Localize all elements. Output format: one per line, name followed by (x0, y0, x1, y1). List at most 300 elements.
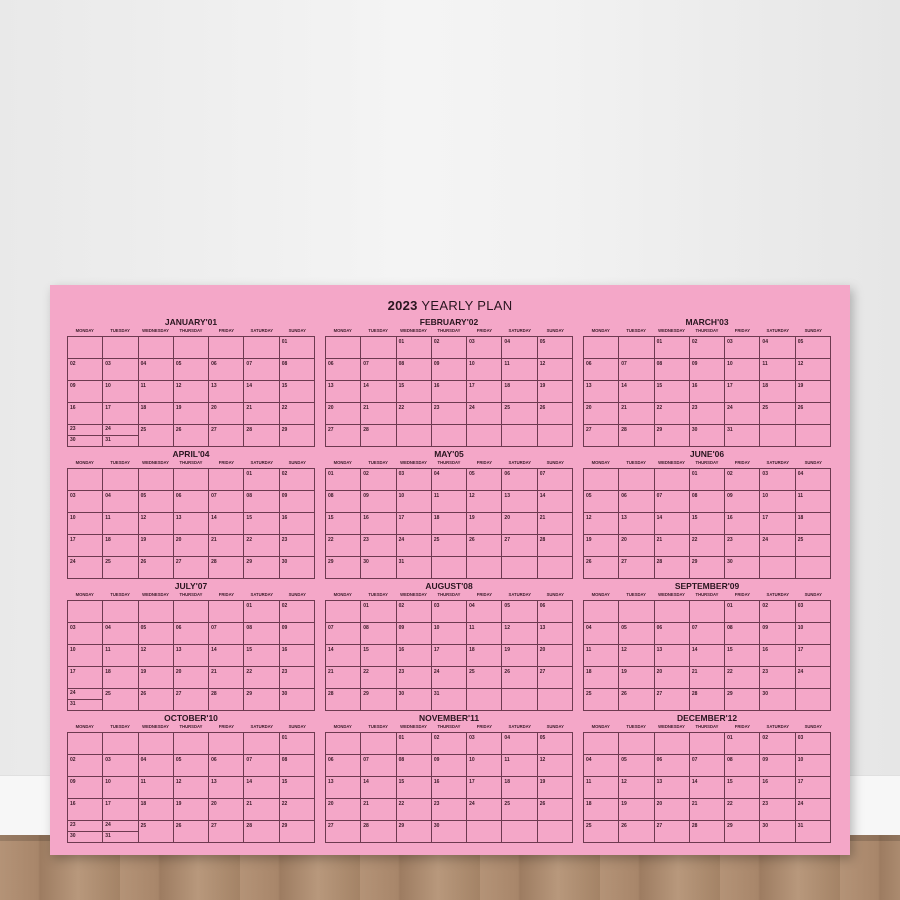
day-cell: 16 (280, 513, 315, 535)
day-cell: 07 (244, 359, 279, 381)
day-cell (209, 469, 244, 491)
day-cell: 16 (68, 403, 103, 425)
weekday-label: THURSDAY (437, 328, 461, 333)
day-cell: 22 (280, 799, 315, 821)
weekday-label: TUESDAY (368, 724, 388, 729)
day-cell (103, 733, 138, 755)
day-cell: 10 (103, 777, 138, 799)
day-number: 23 (70, 822, 76, 828)
day-cell: 19 (502, 645, 537, 667)
day-cell: 02 (280, 601, 315, 623)
day-cell (68, 425, 103, 447)
day-cell: 01 (280, 337, 315, 359)
day-cell: 14 (209, 645, 244, 667)
day-grid (583, 468, 831, 579)
month-calendar (583, 317, 831, 445)
weekday-label: SUNDAY (546, 328, 564, 333)
day-cell (244, 337, 279, 359)
day-cell: 24 (796, 799, 831, 821)
day-cell: 16 (361, 513, 396, 535)
weekday-label: FRIDAY (734, 328, 750, 333)
weekday-label: WEDNESDAY (400, 592, 427, 597)
weekday-label: FRIDAY (734, 460, 750, 465)
day-cell: 16 (432, 777, 467, 799)
day-cell: 26 (796, 403, 831, 425)
day-cell: 08 (280, 755, 315, 777)
weekday-label: SATURDAY (766, 460, 790, 465)
day-cell: 06 (655, 755, 690, 777)
weekday-label: WEDNESDAY (400, 460, 427, 465)
month-calendar (325, 317, 573, 445)
day-cell: 14 (244, 381, 279, 403)
day-number: 31 (103, 831, 137, 841)
day-cell: 09 (432, 755, 467, 777)
weekday-label: SATURDAY (250, 592, 274, 597)
month-calendar (67, 449, 315, 577)
weekday-label: WEDNESDAY (142, 592, 169, 597)
weekday-label: TUESDAY (110, 460, 130, 465)
day-cell (502, 557, 537, 579)
weekday-label: FRIDAY (476, 460, 492, 465)
day-cell (690, 601, 725, 623)
day-cell: 28 (209, 689, 244, 711)
month-name: MAY'05 (434, 449, 464, 459)
day-cell: 20 (619, 535, 654, 557)
day-cell (397, 425, 432, 447)
weekday-label: FRIDAY (476, 724, 492, 729)
day-cell: 08 (397, 755, 432, 777)
weekday-label: WEDNESDAY (142, 328, 169, 333)
weekday-label: THURSDAY (695, 328, 719, 333)
day-cell: 15 (690, 513, 725, 535)
day-cell: 04 (467, 601, 502, 623)
day-cell: 13 (326, 777, 361, 799)
day-cell: 22 (397, 403, 432, 425)
day-cell (584, 469, 619, 491)
day-cell: 21 (361, 403, 396, 425)
day-cell: 18 (760, 381, 795, 403)
weekday-header (583, 724, 831, 730)
day-cell (467, 689, 502, 711)
day-cell (103, 469, 138, 491)
day-cell: 30 (760, 821, 795, 843)
weekday-label: WEDNESDAY (400, 328, 427, 333)
day-cell: 29 (655, 425, 690, 447)
day-cell: 11 (139, 777, 174, 799)
day-cell: 06 (584, 359, 619, 381)
month-name: NOVEMBER'11 (418, 713, 480, 723)
weekday-label: FRIDAY (218, 724, 234, 729)
day-cell: 14 (655, 513, 690, 535)
day-cell (584, 733, 619, 755)
day-grid (583, 336, 831, 447)
day-cell: 11 (760, 359, 795, 381)
day-cell: 07 (209, 491, 244, 513)
day-cell: 17 (68, 535, 103, 557)
day-cell: 26 (467, 535, 502, 557)
day-cell: 10 (397, 491, 432, 513)
day-cell (174, 601, 209, 623)
day-cell: 29 (280, 425, 315, 447)
weekday-label: THURSDAY (179, 460, 203, 465)
day-cell: 13 (209, 777, 244, 799)
day-cell: 20 (209, 403, 244, 425)
day-cell: 19 (619, 667, 654, 689)
day-cell: 30 (397, 689, 432, 711)
day-cell: 05 (174, 755, 209, 777)
month-name: JUNE'06 (689, 449, 725, 459)
weekday-header (583, 328, 831, 334)
day-grid (325, 600, 573, 711)
weekday-label: FRIDAY (734, 592, 750, 597)
day-cell (209, 733, 244, 755)
day-cell: 27 (619, 557, 654, 579)
day-cell: 31 (432, 689, 467, 711)
day-cell: 29 (725, 689, 760, 711)
day-cell (619, 337, 654, 359)
weekday-label: WEDNESDAY (400, 724, 427, 729)
day-cell: 11 (584, 645, 619, 667)
day-cell: 12 (139, 513, 174, 535)
day-cell: 24 (796, 667, 831, 689)
day-cell (538, 425, 573, 447)
day-cell: 15 (280, 381, 315, 403)
day-cell: 18 (796, 513, 831, 535)
poster-title-year: 2023 (387, 298, 418, 313)
day-cell: 03 (103, 755, 138, 777)
day-cell: 14 (209, 513, 244, 535)
weekday-label: FRIDAY (734, 724, 750, 729)
day-cell: 27 (502, 535, 537, 557)
day-cell: 24 (68, 557, 103, 579)
day-cell: 01 (244, 469, 279, 491)
day-cell: 29 (397, 821, 432, 843)
weekday-label: FRIDAY (218, 328, 234, 333)
day-cell: 23 (361, 535, 396, 557)
weekday-label: FRIDAY (476, 592, 492, 597)
day-cell: 18 (467, 645, 502, 667)
day-cell (432, 425, 467, 447)
day-cell: 12 (584, 513, 619, 535)
day-cell: 11 (502, 359, 537, 381)
day-cell: 19 (538, 777, 573, 799)
day-cell: 15 (397, 381, 432, 403)
day-cell: 08 (326, 491, 361, 513)
day-cell: 03 (467, 733, 502, 755)
day-cell: 15 (725, 645, 760, 667)
day-cell (209, 337, 244, 359)
day-cell: 23 (397, 667, 432, 689)
day-cell: 21 (619, 403, 654, 425)
day-cell: 15 (244, 513, 279, 535)
day-cell: 14 (690, 645, 725, 667)
weekday-label: MONDAY (75, 460, 94, 465)
day-cell: 03 (432, 601, 467, 623)
day-cell: 21 (244, 799, 279, 821)
day-cell: 25 (502, 403, 537, 425)
weekday-label: MONDAY (591, 460, 610, 465)
day-cell: 03 (68, 623, 103, 645)
day-cell (103, 601, 138, 623)
day-cell: 08 (725, 755, 760, 777)
day-cell (467, 557, 502, 579)
weekday-label: MONDAY (591, 328, 610, 333)
day-cell: 28 (619, 425, 654, 447)
day-cell: 20 (326, 403, 361, 425)
day-cell: 14 (244, 777, 279, 799)
day-cell (619, 733, 654, 755)
weekday-label: SUNDAY (804, 592, 822, 597)
day-cell: 21 (538, 513, 573, 535)
weekday-label: TUESDAY (110, 592, 130, 597)
day-cell: 02 (397, 601, 432, 623)
day-cell (655, 469, 690, 491)
weekday-label: MONDAY (591, 724, 610, 729)
day-cell: 08 (244, 623, 279, 645)
day-cell: 22 (725, 799, 760, 821)
day-cell: 17 (432, 645, 467, 667)
day-cell (690, 733, 725, 755)
day-cell: 03 (796, 733, 831, 755)
day-cell: 09 (690, 359, 725, 381)
weekday-label: THURSDAY (179, 328, 203, 333)
day-cell (502, 689, 537, 711)
day-grid (67, 468, 315, 579)
day-cell: 28 (244, 425, 279, 447)
day-cell: 06 (209, 359, 244, 381)
poster-title (50, 298, 850, 313)
weekday-header (583, 592, 831, 598)
day-cell: 22 (655, 403, 690, 425)
day-cell: 27 (655, 821, 690, 843)
weekday-label: SUNDAY (546, 592, 564, 597)
day-cell: 23 (432, 403, 467, 425)
day-cell: 08 (690, 491, 725, 513)
day-cell (361, 733, 396, 755)
day-cell: 07 (538, 469, 573, 491)
day-cell: 25 (103, 689, 138, 711)
day-cell (467, 425, 502, 447)
day-grid (67, 336, 315, 447)
day-cell: 04 (760, 337, 795, 359)
day-cell: 30 (725, 557, 760, 579)
day-cell: 20 (209, 799, 244, 821)
day-cell: 27 (538, 667, 573, 689)
weekday-label: SATURDAY (766, 328, 790, 333)
weekday-label: MONDAY (333, 460, 352, 465)
day-cell: 18 (432, 513, 467, 535)
day-cell: 15 (326, 513, 361, 535)
day-cell: 29 (361, 689, 396, 711)
day-cell: 24 (432, 667, 467, 689)
day-grid (583, 732, 831, 843)
day-number: 24 (105, 822, 111, 828)
day-cell: 29 (244, 689, 279, 711)
weekday-label: FRIDAY (218, 460, 234, 465)
day-cell: 07 (361, 359, 396, 381)
weekday-label: TUESDAY (626, 460, 646, 465)
day-cell: 17 (103, 403, 138, 425)
day-cell: 08 (725, 623, 760, 645)
day-cell: 10 (725, 359, 760, 381)
day-cell: 27 (584, 425, 619, 447)
day-cell: 06 (655, 623, 690, 645)
day-cell: 27 (209, 425, 244, 447)
day-cell: 11 (584, 777, 619, 799)
day-number: 31 (103, 435, 137, 445)
day-cell: 04 (584, 755, 619, 777)
day-cell: 15 (655, 381, 690, 403)
day-cell: 28 (361, 821, 396, 843)
weekday-label: WEDNESDAY (142, 460, 169, 465)
day-cell: 05 (139, 491, 174, 513)
day-cell: 18 (103, 535, 138, 557)
day-cell: 01 (280, 733, 315, 755)
weekday-header (325, 328, 573, 334)
day-cell: 03 (68, 491, 103, 513)
weekday-label: SUNDAY (546, 460, 564, 465)
weekday-label: THURSDAY (179, 724, 203, 729)
day-cell: 11 (467, 623, 502, 645)
day-cell: 05 (174, 359, 209, 381)
day-cell: 30 (280, 557, 315, 579)
day-cell: 19 (139, 667, 174, 689)
day-cell: 14 (361, 381, 396, 403)
day-cell: 18 (103, 667, 138, 689)
day-cell: 23 (760, 667, 795, 689)
day-cell (174, 469, 209, 491)
day-cell: 20 (174, 667, 209, 689)
weekday-label: WEDNESDAY (658, 724, 685, 729)
day-cell: 05 (619, 755, 654, 777)
day-cell: 18 (502, 381, 537, 403)
weekday-label: THURSDAY (437, 592, 461, 597)
day-cell: 17 (796, 645, 831, 667)
day-cell: 11 (103, 645, 138, 667)
day-cell (103, 337, 138, 359)
day-cell: 21 (209, 667, 244, 689)
day-cell: 29 (690, 557, 725, 579)
day-cell: 26 (502, 667, 537, 689)
day-cell: 20 (584, 403, 619, 425)
yearly-plan-poster (50, 285, 850, 855)
day-cell (796, 425, 831, 447)
day-cell: 23 (280, 667, 315, 689)
day-number: 24 (105, 426, 111, 432)
weekday-label: TUESDAY (110, 724, 130, 729)
day-cell: 19 (619, 799, 654, 821)
day-cell (326, 337, 361, 359)
day-cell: 10 (760, 491, 795, 513)
day-cell: 22 (690, 535, 725, 557)
weekday-label: TUESDAY (626, 724, 646, 729)
day-number: 23 (70, 426, 76, 432)
day-cell: 04 (103, 491, 138, 513)
day-cell (467, 821, 502, 843)
day-cell: 09 (280, 623, 315, 645)
month-name: MARCH'03 (685, 317, 729, 327)
weekday-label: MONDAY (333, 328, 352, 333)
weekday-label: FRIDAY (218, 592, 234, 597)
day-cell: 02 (68, 359, 103, 381)
day-cell: 07 (690, 755, 725, 777)
day-cell (244, 733, 279, 755)
day-cell: 20 (174, 535, 209, 557)
day-cell: 23 (432, 799, 467, 821)
day-cell: 07 (244, 755, 279, 777)
weekday-label: MONDAY (333, 724, 352, 729)
day-cell (796, 557, 831, 579)
weekday-label: SUNDAY (288, 328, 306, 333)
day-grid (325, 468, 573, 579)
day-cell: 09 (760, 755, 795, 777)
day-cell: 13 (655, 777, 690, 799)
day-cell: 21 (361, 799, 396, 821)
day-cell: 18 (139, 799, 174, 821)
weekday-header (67, 724, 315, 730)
day-cell: 28 (690, 689, 725, 711)
day-cell: 17 (103, 799, 138, 821)
weekday-header (325, 592, 573, 598)
day-cell: 19 (174, 799, 209, 821)
day-cell (538, 557, 573, 579)
day-cell (139, 469, 174, 491)
day-cell: 17 (467, 381, 502, 403)
month-name: AUGUST'08 (425, 581, 473, 591)
day-cell: 02 (361, 469, 396, 491)
day-cell: 18 (584, 667, 619, 689)
day-cell: 31 (397, 557, 432, 579)
day-cell: 26 (584, 557, 619, 579)
day-cell: 03 (103, 359, 138, 381)
weekday-label: SATURDAY (250, 328, 274, 333)
day-cell: 10 (68, 645, 103, 667)
day-cell: 26 (619, 689, 654, 711)
day-cell: 28 (326, 689, 361, 711)
day-cell: 25 (467, 667, 502, 689)
day-cell: 04 (432, 469, 467, 491)
day-cell: 13 (326, 381, 361, 403)
day-number: 24 (70, 690, 76, 696)
day-cell: 26 (139, 557, 174, 579)
day-cell: 15 (361, 645, 396, 667)
day-cell: 21 (244, 403, 279, 425)
day-cell (174, 733, 209, 755)
day-cell: 21 (690, 799, 725, 821)
weekday-label: SATURDAY (508, 328, 532, 333)
day-cell: 12 (502, 623, 537, 645)
day-cell: 03 (796, 601, 831, 623)
month-name: OCTOBER'10 (164, 713, 218, 723)
day-cell: 02 (432, 733, 467, 755)
day-cell: 23 (690, 403, 725, 425)
day-cell: 28 (538, 535, 573, 557)
day-cell: 20 (655, 667, 690, 689)
weekday-label: SUNDAY (288, 460, 306, 465)
day-cell (326, 733, 361, 755)
weekday-label: THURSDAY (695, 460, 719, 465)
weekday-label: TUESDAY (368, 328, 388, 333)
day-cell: 15 (397, 777, 432, 799)
day-cell: 10 (467, 755, 502, 777)
day-cell: 18 (502, 777, 537, 799)
day-cell: 01 (725, 601, 760, 623)
day-grid (325, 732, 573, 843)
weekday-label: TUESDAY (626, 328, 646, 333)
weekday-label: WEDNESDAY (658, 592, 685, 597)
day-cell: 09 (760, 623, 795, 645)
weekday-label: MONDAY (75, 328, 94, 333)
